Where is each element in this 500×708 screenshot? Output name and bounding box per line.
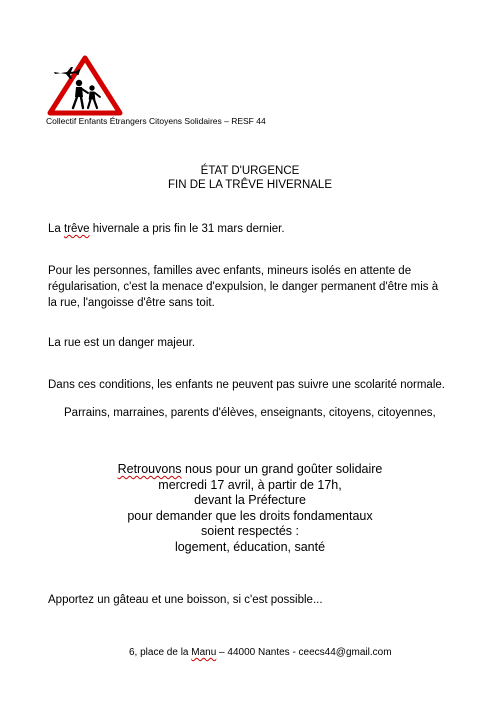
organization-name: Collectif Enfants Étrangers Citoyens Solidaires – RESF 44 — [46, 116, 266, 126]
heading-urgence: ÉTAT D'URGENCE — [200, 165, 300, 177]
spellcheck-word: trêve — [64, 223, 90, 235]
text-segment: nous pour un grand goûter solidaire — [181, 462, 383, 476]
text-line: Pour les personnes, familles avec enfants, mineurs isolés en attente de — [48, 265, 412, 277]
text-segment: 6, place de la — [129, 647, 192, 658]
children-figures-icon — [73, 80, 100, 108]
paragraph-treve — [48, 221, 458, 237]
event-line: mercredi 17 avril, à partir de 17h, — [158, 477, 342, 492]
heading-treve: FIN DE LA TRÊVE HIVERNALE — [167, 179, 333, 191]
resf-logo — [46, 54, 124, 116]
event-line: pour demander que les droits fondamentaux — [127, 508, 373, 523]
spellcheck-word: Manu — [191, 647, 217, 658]
warning-triangle-icon — [50, 58, 120, 113]
text-line: régularisation, c'est la menace d'expulsion, le danger permanent d'être mis à — [48, 281, 439, 293]
event-line: logement, éducation, santé — [174, 539, 326, 554]
paragraph-parrains: Parrains, marraines, parents d'élèves, enseignants, citoyens, citoyennes, — [64, 407, 436, 419]
text-line: la rue, l'angoisse d'être sans toit. — [48, 297, 215, 309]
text-segment: – 44000 Nantes - ceecs44@gmail.com — [216, 647, 392, 658]
event-block — [0, 462, 500, 555]
event-line — [0, 462, 500, 478]
text-segment: hivernale a pris fin le 31 mars dernier. — [89, 223, 285, 235]
event-line: devant la Préfecture — [194, 493, 306, 507]
paragraph-conditions: Dans ces conditions, les enfants ne peuvent pas suivre une scolarité normale. — [48, 379, 445, 391]
paragraph-rue: La rue est un danger majeur. — [48, 337, 196, 349]
spellcheck-word: Retrouvons — [117, 462, 182, 476]
footer-address — [129, 647, 392, 658]
event-line: soient respectés : — [201, 524, 299, 538]
text-segment: La — [48, 223, 64, 235]
closing-paragraph: Apportez un gâteau et une boisson, si c'est possible... — [48, 594, 323, 606]
paragraph-personnes — [48, 263, 458, 311]
